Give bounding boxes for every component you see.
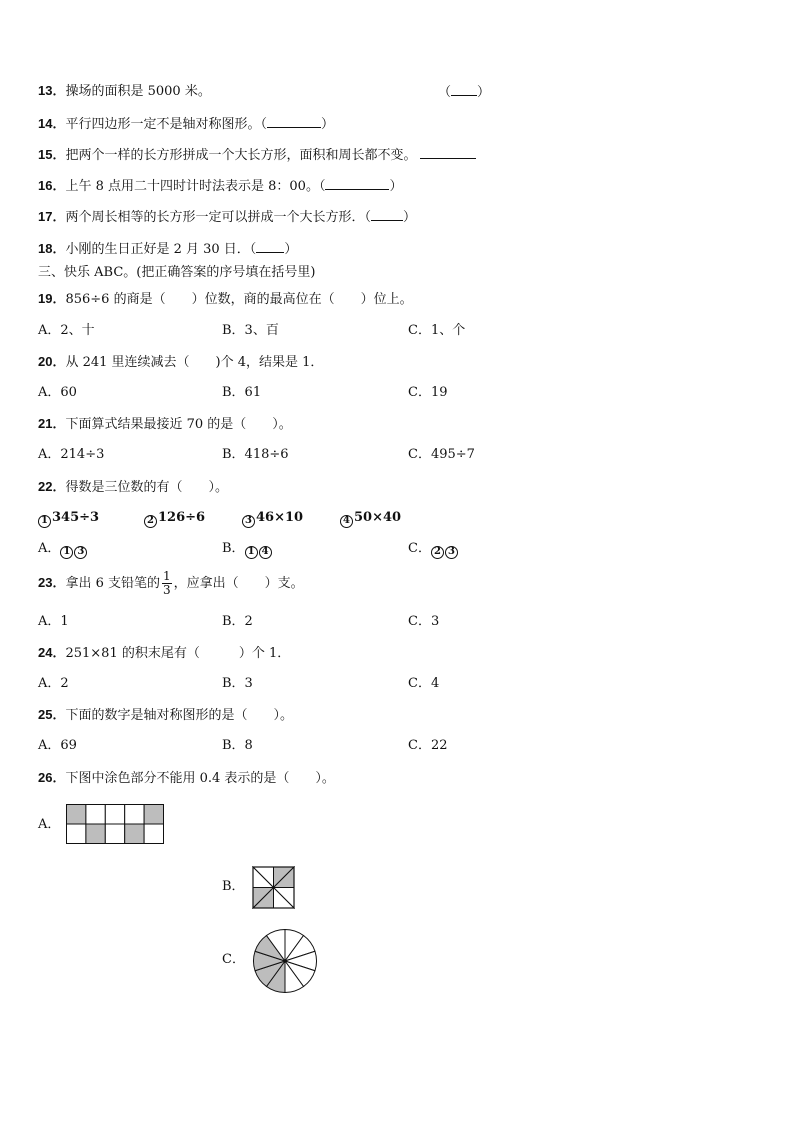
grid-figure [66,804,165,845]
grid-cell-shaded [86,824,105,844]
grid-cell [86,805,105,825]
option-a[interactable]: A．214÷3 [38,447,105,462]
circle-figure [252,928,318,994]
option-a[interactable]: A．60 [38,385,77,400]
option-c[interactable]: C．22 [408,738,448,753]
question-18: 18．小刚的生日正好是 2 月 30 日．（ ） [38,241,298,257]
question-text: 把两个一样的长方形拼成一个大长方形，面积和周长都不变。 [65,148,417,163]
grid-cell [67,824,86,844]
item-4: 4 50×40 [340,510,401,528]
question-14: 14．平行四边形一定不是轴对称图形。（ ） [38,116,334,132]
question-text: 下面的数字是轴对称图形的是（ ）。 [65,708,293,723]
option-b[interactable]: B．2 [222,614,253,629]
question-text: 两个周长相等的长方形一定可以拼成一个大长方形．（ [65,210,371,225]
grid-cell [125,805,144,825]
option-b[interactable]: B．418÷6 [222,447,289,462]
answer-blank-16[interactable] [325,177,389,190]
circled-number: 3 [242,515,255,528]
question-26: 26．下图中涂色部分不能用 0.4 表示的是（ ）。 [38,770,335,786]
option-c[interactable]: C．1、个 [408,323,466,338]
question-text: 下面算式结果最接近 70 的是（ ）。 [65,417,292,432]
question-text: 小刚的生日正好是 2 月 30 日．（ [65,242,257,257]
option-c[interactable]: C． [222,952,245,967]
question-text: 从 241 里连续减去（ )个 4，结果是 1． [65,355,324,370]
question-text: 平行四边形一定不是轴对称图形。（ [65,117,267,132]
question-17: 17．两个周长相等的长方形一定可以拼成一个大长方形．（ ） [38,209,416,225]
grid-cell-shaded [67,805,86,825]
question-24: 24．251×81 的积末尾有（ ）个 1． [38,645,291,661]
option-b[interactable]: B． [222,879,245,894]
question-text: 操场的面积是 5000 米。 [65,84,211,99]
item-3: 3 46×10 [242,510,303,528]
option-a[interactable]: A．69 [38,738,77,753]
option-c[interactable]: C．19 [408,385,448,400]
question-19: 19．856÷6 的商是（ ）位数，商的最高位在（ ）位上。 [38,291,413,307]
question-text: 251×81 的积末尾有（ ）个 1． [65,646,291,661]
question-22: 22．得数是三位数的有（ ）。 [38,479,228,495]
item-2: 2 126÷6 [144,510,205,528]
question-21: 21．下面算式结果最接近 70 的是（ ）。 [38,416,292,432]
option-c[interactable]: C．495÷7 [408,447,475,462]
answer-blank-18[interactable] [256,240,284,253]
option-a[interactable]: A．2 [38,676,69,691]
question-text: 上午 8 点用二十四时计时法表示是 8：00。（ [65,179,326,194]
option-c[interactable]: C．4 [408,676,440,691]
answer-blank-13[interactable]: （ ） [438,85,491,100]
answer-blank-14[interactable] [267,115,321,128]
grid-cell-shaded [144,805,163,825]
fraction: $\frac{1}{3}$ [163,569,171,597]
option-a[interactable]: A．2、十 [38,323,95,338]
option-b[interactable]: B．8 [222,738,253,753]
option-b[interactable]: B．3、百 [222,323,279,338]
question-text: 856÷6 的商是（ ）位数，商的最高位在（ ）位上。 [65,292,413,307]
question-20: 20．从 241 里连续减去（ )个 4，结果是 1． [38,354,324,370]
option-a[interactable]: A． [38,817,61,832]
grid-cell [105,824,124,844]
item-1: 1 345÷3 [38,510,99,528]
option-a[interactable]: A．1 [38,614,69,629]
question-23: 23．拿出 6 支铅笔的 $\frac{1}{3}$ ，应拿出（ ）支。 [38,569,304,597]
option-c[interactable]: C．3 [408,614,440,629]
option-b[interactable]: B．61 [222,385,262,400]
grid-cell-shaded [125,824,144,844]
option-a[interactable]: A． 1 3 [38,541,88,559]
section-heading: 三、快乐 ABC。(把正确答案的序号填在括号里) [38,265,316,280]
circled-number: 1 [38,515,51,528]
option-c[interactable]: C． 2 3 [408,541,459,559]
question-13: 13．操场的面积是 5000 米。 [38,83,211,99]
circled-number: 2 [144,515,157,528]
option-b[interactable]: B． 1 4 [222,541,273,559]
question-25: 25．下面的数字是轴对称图形的是（ ）。 [38,707,293,723]
question-16: 16．上午 8 点用二十四时计时法表示是 8：00。（ ） [38,178,403,194]
grid-cell [105,805,124,825]
circled-number: 4 [340,515,353,528]
answer-blank-15[interactable] [420,146,476,159]
square-figure [252,866,295,909]
question-text: 下图中涂色部分不能用 0.4 表示的是（ ）。 [65,771,335,786]
grid-cell [144,824,163,844]
question-15: 15．把两个一样的长方形拼成一个大长方形，面积和周长都不变。 [38,146,476,164]
question-text: 得数是三位数的有（ ）。 [65,480,228,495]
answer-blank-17[interactable] [371,208,403,221]
option-b[interactable]: B．3 [222,676,253,691]
